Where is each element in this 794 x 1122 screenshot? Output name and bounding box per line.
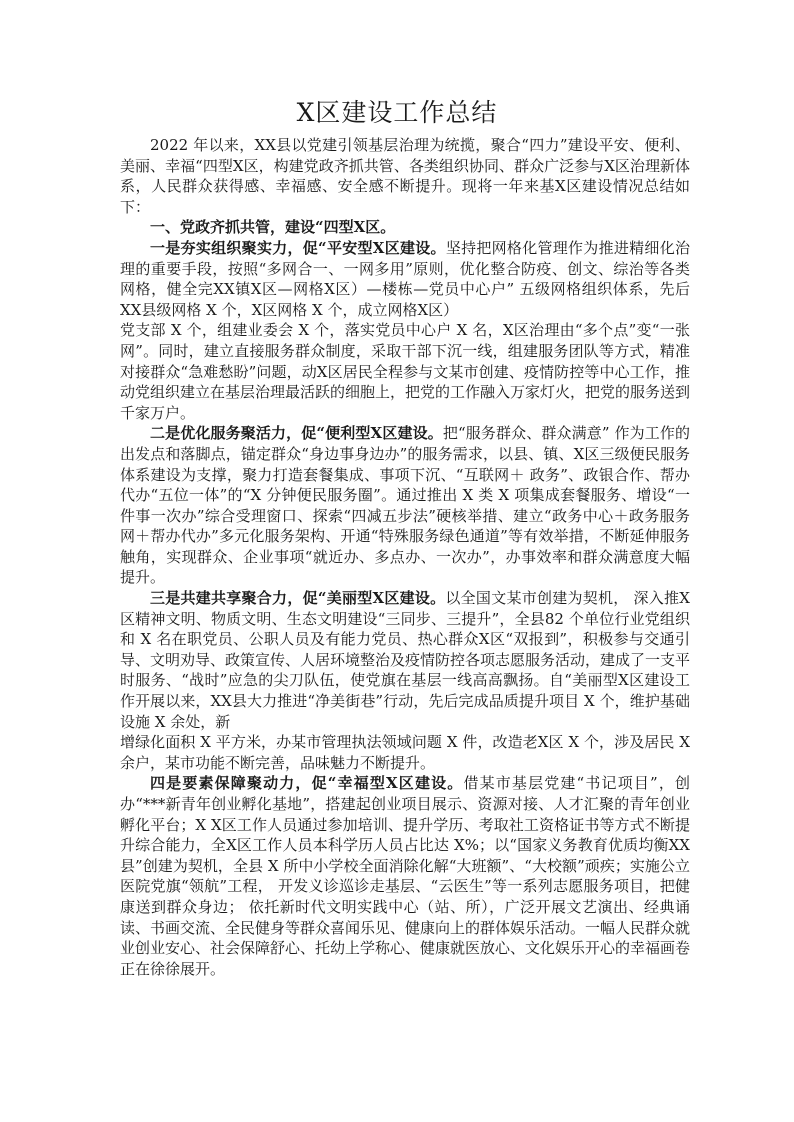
paragraph-lead: 四是要素保障聚动力，促“幸福型X区建设。	[150, 774, 464, 793]
paragraph-convenient-community	[120, 423, 690, 588]
document-title: X区建设工作总结	[296, 98, 498, 127]
paragraph-lead: 三是共建共享聚合力，促“美丽型X区建设。	[150, 589, 446, 608]
intro-paragraph: 2022 年以来，XX县以党建引领基层治理为统揽，聚合“四力”建设平安、便利、美丽、幸福“四型X区，构建党政齐抓共管、各类组织协同、群众广泛参与X区治理新体系，人民群众获得感、幸福感、安全感不断提升。现将一年来基X区建设情况总结如下：	[120, 136, 690, 216]
paragraph-text: 借某市基层党建“书记项目”，创办“***新青年创业孵化基地”，搭建起创业项目展示、资源对接、人才汇聚的青年创业孵化平台；X X区工作人员通过参加培训、提升学历、考取社工资格证书等方式不断提升综合能力，全X区工作人员本科学历人员占比达 X%；以“国家义务教育优质均衡XX县”创建为契机，全县 X 所中小学校全面消除化解“大班额”、“大校额”顽疾；实施公立医院党旗“领航”工程， 开发义诊巡诊走基层、“云医生”等一系列志愿服务项目，把健康送到群众身边； 依托新时代文明实践中心（站、所），广泛开展文艺演出、经典诵读、书画交流、全民健身等群众喜闻乐见、健康向上的群体娱乐活动。一幅人民群众就业创业安心、社会保障舒心、托幼上学称心、健康就医放心、文化娱乐开心的幸福画卷正在徐徐展开。	[120, 774, 691, 978]
paragraph-text: 把“服务群众、群众满意” 作为工作的出发点和落脚点，锚定群众“身边事身边办”的服务需求，以县、镇、X区三级便民服务体系建设为支撑，聚力打造套餐集成、事项下沉、“互联网＋ 政务”、政银合作、帮办代办“五位一体”的“X 分钟便民服务圈”。通过推出 X 类 X 项集成套餐服务、增设“一件事一次办”综合受理窗口、探索“四减五步法”硬核举措、建立“政务中心＋政务服务网＋帮办代办”多元化服务架构、开通“特殊服务绿色通道”等有效举措，不断延伸服务触角，实现群众、企业事项“就近办、多点办、一次办”，办事效率和群众满意度大幅提升。	[120, 424, 690, 587]
document-body	[120, 135, 690, 979]
paragraph-lead: 二是优化服务聚活力，促“便利型X区建设。	[150, 424, 443, 443]
paragraph-text: 坚持把网格化管理作为推进精细化治理的重要手段，按照“多网合一、一网多用”原则，优化整合防疫、创文、综治等各类网格，健全完XX镇X区—网格X区）—楼栋—党员中心户” 五级网格组织体系，先后XX县级网格 X 个，X区网格 X 个，成立网格X区）	[120, 238, 690, 319]
paragraph-lead: 一是夯实组织聚实力，促“平安型X区建设。	[150, 238, 446, 257]
paragraph-text: 以全国文某市创建为契机， 深入推X区精神文明、物质文明、生态文明建设“三同步、三提升”，全县82 个单位行业党组织和 X 名在职党员、公职人员及有能力党员、热心群众X区“双报到”，积极参与交通引导、文明劝导、政策宣传、人居环境整治及疫情防控各项志愿服务活动，建成了一支平时服务、“战时”应急的尖刀队伍，使党旗在基层一线高高飘扬。自“美丽型X区建设工作开展以来，XX县大力推进“净美街巷”行动，先后完成品质提升项目 X 个，维护基础设施 X 余处，新	[120, 589, 691, 731]
paragraph-continuation: 党支部 X 个，组建业委会 X 个，落实党员中心户 X 名，X区治理由“多个点”变“一张网”。同时，建立直接服务群众制度，采取干部下沉一线，组建服务团队等方式，精准对接群众“急难愁盼”问题，动X区居民全程参与文某市创建、疫情防控等中心工作，推动党组织建立在基层治理最活跃的细胞上，把党的工作融入万家灯火，把党的服务送到千家万户。	[120, 321, 691, 422]
section-heading-1: 一、党政齐抓共管，建设“四型X区。	[150, 218, 396, 237]
paragraph-beautiful-community	[120, 588, 690, 732]
paragraph-safe-community	[120, 238, 690, 320]
paragraph-continuation: 增绿化面积 X 平方米，办某市管理执法领域问题 X 件，改造老X区 X 个，涉及居民 X 余户，某市功能不断完善，品味魅力不断提升。	[120, 733, 690, 772]
paragraph-happy-community	[120, 773, 690, 979]
